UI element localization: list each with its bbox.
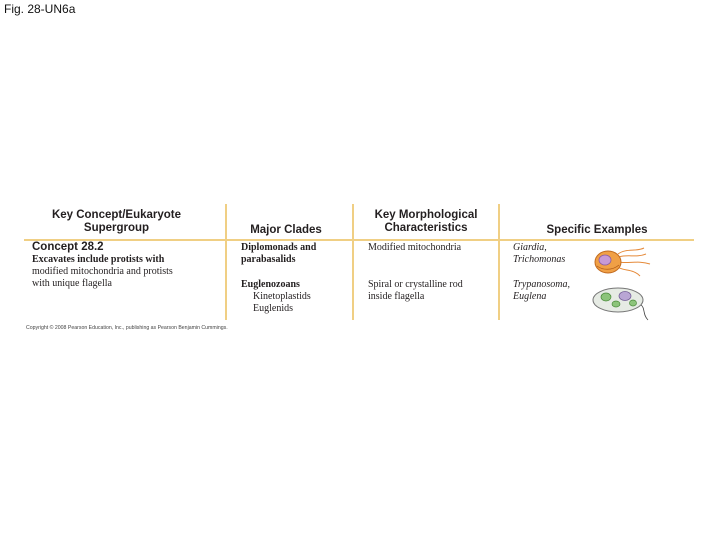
example-row1 — [513, 242, 565, 266]
header-major-clades-text: Major Clades — [250, 224, 322, 236]
figure-label: Fig. 28-UN6a — [4, 2, 76, 16]
concept-line: modified mitochondria and protists — [32, 266, 173, 277]
copyright-notice: Copyright © 2008 Pearson Education, Inc., publishing as Pearson Benjamin Cummings. — [26, 325, 228, 331]
header-characteristics — [354, 209, 498, 235]
clade-title: Euglenozoans — [241, 279, 300, 290]
subclade-kinetoplastids: Kinetoplastids — [253, 291, 311, 302]
characteristic-row1 — [368, 242, 461, 254]
header-supergroup-line1: Key Concept/Eukaryote — [51, 209, 182, 221]
header-characteristics-line1: Key Morphological — [374, 209, 478, 221]
header-specific-examples-text: Specific Examples — [546, 224, 648, 236]
trichomonas-illustration — [592, 244, 654, 280]
characteristic-row2 — [368, 279, 463, 303]
characteristic-text: Modified mitochondria — [368, 242, 462, 253]
example-text: Trypanosoma, — [513, 279, 570, 290]
column-divider — [498, 204, 500, 320]
example-text: Euglena — [513, 291, 547, 302]
header-supergroup — [24, 209, 209, 235]
concept-cell — [32, 241, 173, 290]
clade-line: parabasalids — [241, 254, 296, 265]
subclade-euglenids: Euglenids — [253, 303, 293, 314]
example-text: Trichomonas — [513, 254, 566, 265]
header-major-clades — [227, 224, 345, 237]
clade-euglenozoans — [241, 279, 311, 315]
concept-line: Excavates include protists with — [32, 254, 165, 265]
concept-title: Concept 28.2 — [32, 241, 104, 253]
concept-line: with unique flagella — [32, 278, 112, 289]
header-characteristics-line2: Characteristics — [384, 222, 468, 234]
example-row2 — [513, 279, 570, 303]
euglena-illustration — [592, 284, 656, 322]
header-specific-examples — [500, 224, 694, 237]
column-divider — [225, 204, 227, 320]
characteristic-text: Spiral or crystalline rod — [368, 279, 463, 290]
clade-line: Diplomonads and — [241, 242, 317, 253]
characteristic-text: inside flagella — [368, 291, 425, 302]
clade-diplomonads — [241, 242, 316, 266]
example-text: Giardia, — [513, 242, 547, 253]
summary-table — [24, 204, 694, 320]
header-supergroup-line2: Supergroup — [83, 222, 150, 234]
